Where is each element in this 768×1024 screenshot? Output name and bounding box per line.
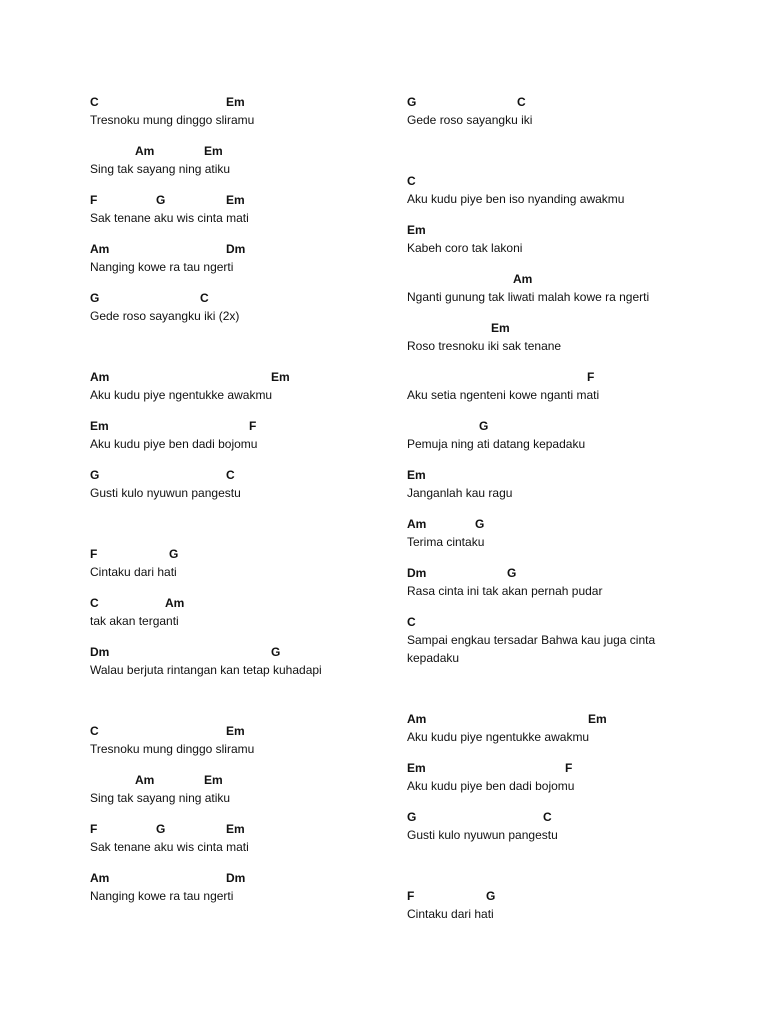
chord-line bbox=[90, 821, 390, 838]
verse-line bbox=[407, 173, 707, 208]
chord: C bbox=[407, 615, 416, 629]
chord-line bbox=[407, 711, 707, 728]
lyric-line: tak akan terganti bbox=[90, 614, 179, 628]
chord: G bbox=[407, 810, 417, 824]
chord-line bbox=[90, 595, 390, 612]
lyric-line: Sing tak sayang ning atiku bbox=[90, 162, 231, 176]
verse-line bbox=[407, 711, 707, 746]
chord-line bbox=[407, 418, 707, 435]
verse-line bbox=[90, 192, 390, 227]
chord-line bbox=[90, 143, 390, 160]
chord: F bbox=[90, 822, 98, 836]
verse-line bbox=[407, 760, 707, 795]
chord: G bbox=[479, 419, 489, 433]
chord: F bbox=[407, 889, 415, 903]
chord: F bbox=[90, 193, 98, 207]
chord-line bbox=[90, 94, 390, 111]
verse-line bbox=[407, 809, 707, 844]
chord-line bbox=[407, 320, 707, 337]
chord: G bbox=[475, 517, 485, 531]
chord: G bbox=[90, 291, 100, 305]
verse-line bbox=[407, 222, 707, 257]
verse-line bbox=[90, 821, 390, 856]
lyric-line: Nganti gunung tak liwati malah kowe ra ngerti bbox=[407, 290, 650, 304]
chord-line bbox=[90, 467, 390, 484]
verse-line bbox=[407, 467, 707, 502]
right-column bbox=[407, 94, 707, 923]
chord-line bbox=[407, 173, 707, 190]
lyric-line: Janganlah kau ragu bbox=[407, 486, 513, 500]
chord: Em bbox=[226, 193, 245, 207]
chord: Em bbox=[407, 223, 426, 237]
lyric-line: Cintaku dari hati bbox=[407, 907, 494, 921]
chord: Am bbox=[135, 144, 155, 158]
verse-line bbox=[407, 888, 707, 923]
chord-line bbox=[90, 192, 390, 209]
chord-line bbox=[407, 516, 707, 533]
lyric-line: Aku setia ngenteni kowe nganti mati bbox=[407, 388, 600, 402]
verse-line bbox=[90, 94, 390, 129]
left-column bbox=[90, 94, 390, 905]
chord-line bbox=[407, 809, 707, 826]
chord-line bbox=[407, 369, 707, 386]
chord: Dm bbox=[407, 566, 427, 580]
chord: Em bbox=[226, 822, 245, 836]
lyric-line: Aku kudu piye ben dadi bojomu bbox=[407, 779, 575, 793]
verse-line bbox=[407, 516, 707, 551]
lyric-line: Sampai engkau tersadar Bahwa kau juga cinta kepadaku bbox=[407, 633, 656, 665]
chord-line bbox=[407, 467, 707, 484]
chord: Dm bbox=[90, 645, 110, 659]
lyric-line: Kabeh coro tak lakoni bbox=[407, 241, 523, 255]
chord: Em bbox=[407, 468, 426, 482]
chord: Dm bbox=[226, 871, 246, 885]
chord: G bbox=[90, 468, 100, 482]
verse-line bbox=[90, 595, 390, 630]
verse-line bbox=[407, 614, 707, 667]
chord: F bbox=[90, 547, 98, 561]
chord-line bbox=[407, 94, 707, 111]
lyric-line: Rasa cinta ini tak akan pernah pudar bbox=[407, 584, 603, 598]
chord: G bbox=[156, 822, 166, 836]
lyric-line: Tresnoku mung dinggo sliramu bbox=[90, 113, 255, 127]
lyric-line: Gusti kulo nyuwun pangestu bbox=[90, 486, 241, 500]
verse-line bbox=[90, 418, 390, 453]
chord: C bbox=[226, 468, 235, 482]
chord: G bbox=[156, 193, 166, 207]
chord: C bbox=[90, 596, 99, 610]
chord: Am bbox=[407, 712, 427, 726]
lyric-line: Roso tresnoku iki sak tenane bbox=[407, 339, 562, 353]
lyric-line: Gede roso sayangku iki (2x) bbox=[90, 309, 240, 323]
chord: F bbox=[249, 419, 257, 433]
verse-line bbox=[90, 143, 390, 178]
chord: C bbox=[90, 95, 99, 109]
chord: Dm bbox=[226, 242, 246, 256]
chord: C bbox=[407, 174, 416, 188]
lyric-line: Nanging kowe ra tau ngerti bbox=[90, 260, 234, 274]
chord: G bbox=[169, 547, 179, 561]
chord: Am bbox=[90, 871, 110, 885]
lyric-line: Gede roso sayangku iki bbox=[407, 113, 533, 127]
chord: Em bbox=[226, 724, 245, 738]
chord: Em bbox=[588, 712, 607, 726]
verse-line bbox=[90, 723, 390, 758]
verse-line bbox=[407, 94, 707, 129]
chord: Am bbox=[135, 773, 155, 787]
verse-line bbox=[90, 369, 390, 404]
chord-line bbox=[90, 369, 390, 386]
chord-line bbox=[90, 241, 390, 258]
chord: Em bbox=[90, 419, 109, 433]
lyric-line: Aku kudu piye ben iso nyanding awakmu bbox=[407, 192, 625, 206]
chord: Em bbox=[271, 370, 290, 384]
verse-line bbox=[90, 467, 390, 502]
verse-line bbox=[407, 369, 707, 404]
verse-line bbox=[90, 644, 390, 679]
chord-line bbox=[407, 222, 707, 239]
chord: F bbox=[565, 761, 573, 775]
lyric-line: Gusti kulo nyuwun pangestu bbox=[407, 828, 558, 842]
verse-line bbox=[90, 772, 390, 807]
chord: Am bbox=[90, 370, 110, 384]
verse-line bbox=[407, 271, 707, 306]
lyric-line: Nanging kowe ra tau ngerti bbox=[90, 889, 234, 903]
chord-line bbox=[90, 772, 390, 789]
chord: G bbox=[486, 889, 496, 903]
chord: F bbox=[587, 370, 595, 384]
lyric-line: Cintaku dari hati bbox=[90, 565, 177, 579]
verse-line bbox=[90, 546, 390, 581]
chord: C bbox=[90, 724, 99, 738]
chord-line bbox=[407, 271, 707, 288]
chord: C bbox=[543, 810, 552, 824]
chord-line bbox=[407, 565, 707, 582]
chord-line bbox=[90, 644, 390, 661]
chord: Am bbox=[165, 596, 185, 610]
chord: Em bbox=[407, 761, 426, 775]
chord-line bbox=[90, 870, 390, 887]
chord-line bbox=[407, 888, 707, 905]
chord-line bbox=[407, 760, 707, 777]
chord: C bbox=[200, 291, 209, 305]
chord-line bbox=[90, 418, 390, 435]
verse-line bbox=[90, 870, 390, 905]
chord: G bbox=[407, 95, 417, 109]
chord: Em bbox=[204, 773, 223, 787]
lyric-line: Walau berjuta rintangan kan tetap kuhadapi bbox=[90, 663, 322, 677]
chord: C bbox=[517, 95, 526, 109]
chord: G bbox=[507, 566, 517, 580]
lyric-line: Tresnoku mung dinggo sliramu bbox=[90, 742, 255, 756]
verse-line bbox=[407, 320, 707, 355]
verse-line bbox=[407, 565, 707, 600]
lyric-line: Pemuja ning ati datang kepadaku bbox=[407, 437, 586, 451]
chord: Em bbox=[204, 144, 223, 158]
chord: Em bbox=[491, 321, 510, 335]
chord-line bbox=[90, 290, 390, 307]
chord-line bbox=[407, 614, 707, 631]
chord-line bbox=[90, 546, 390, 563]
verse-line bbox=[407, 418, 707, 453]
chord: Am bbox=[513, 272, 533, 286]
verse-line bbox=[90, 241, 390, 276]
verse-line bbox=[90, 290, 390, 325]
chord: Am bbox=[407, 517, 427, 531]
lyric-line: Terima cintaku bbox=[407, 535, 485, 549]
lyric-line: Aku kudu piye ngentukke awakmu bbox=[407, 730, 590, 744]
lyric-line: Sak tenane aku wis cinta mati bbox=[90, 840, 249, 854]
chord: Em bbox=[226, 95, 245, 109]
lyric-line: Sak tenane aku wis cinta mati bbox=[90, 211, 249, 225]
lyric-line: Aku kudu piye ngentukke awakmu bbox=[90, 388, 273, 402]
chord-line bbox=[90, 723, 390, 740]
chord: Am bbox=[90, 242, 110, 256]
lyric-line: Aku kudu piye ben dadi bojomu bbox=[90, 437, 258, 451]
lyric-line: Sing tak sayang ning atiku bbox=[90, 791, 231, 805]
chord: G bbox=[271, 645, 281, 659]
